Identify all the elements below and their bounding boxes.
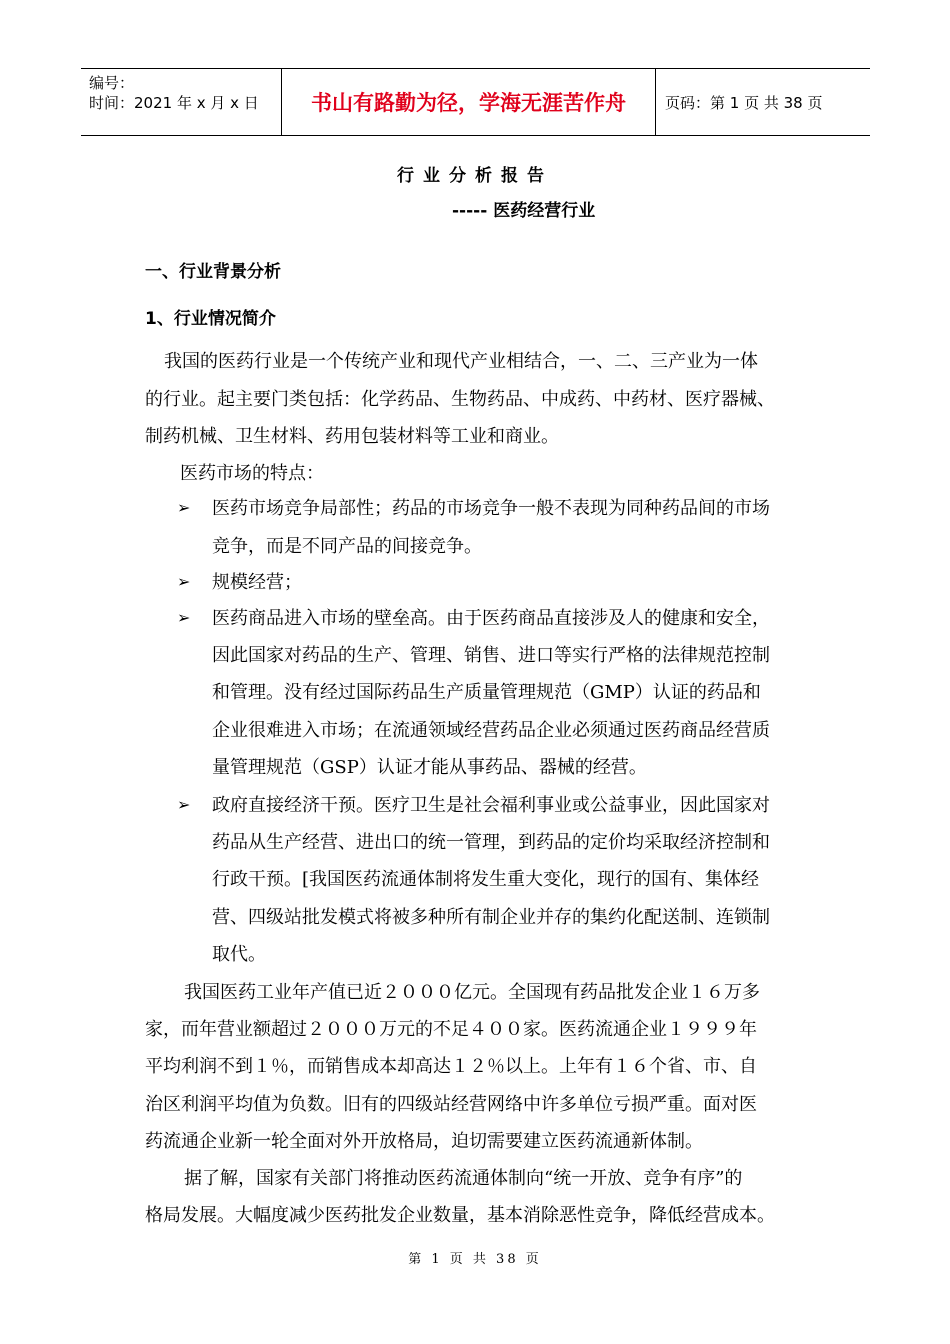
header-meta-cell (81, 69, 282, 135)
bullet-line: 企业很难进入市场；在流通领域经营药品企业必须通过医药商品经营质 (212, 720, 770, 741)
para2-line: 家，而年营业额超过２０００万元的不足４００家。医药流通企业１９９９年 (145, 1019, 757, 1040)
motto-cell (282, 69, 656, 135)
para3-line: 格局发展。大幅度减少医药批发企业数量，基本消除恶性竞争，降低经营成本。 (145, 1205, 775, 1226)
bullet-line: 医药商品进入市场的壁垒高。由于医药商品直接涉及人的健康和安全， (212, 608, 770, 629)
bullet-line: 量管理规范（GSP）认证才能从事药品、器械的经营。 (212, 757, 647, 778)
page-footer: 第 1 页 共 38 页 (408, 1252, 542, 1267)
bullet-arrow-icon: ➢ (177, 572, 191, 591)
para1-line: 制药机械、卫生材料、药用包装材料等工业和商业。 (145, 426, 559, 447)
bullet-line: 营、四级站批发模式将被多种所有制企业并存的集约化配送制、连锁制 (212, 907, 770, 928)
para1-line: 我国的医药行业是一个传统产业和现代产业相结合，一、二、三产业为一体 (164, 351, 758, 372)
para2-line: 平均利润不到１％，而销售成本却高达１２％以上。上年有１６个省、市、自 (145, 1056, 757, 1077)
bullet-line: 因此国家对药品的生产、管理、销售、进口等实行严格的法律规范控制 (212, 645, 770, 666)
page-code-cell (656, 69, 870, 135)
motto-text: 书山有路勤为径，学海无涯苦作舟 (311, 91, 626, 115)
bullet-line: 竞争，而是不同产品的间接竞争。 (212, 536, 482, 557)
bullet-line: 医药市场竞争局部性；药品的市场竞争一般不表现为同种药品间的市场 (212, 498, 770, 519)
number-label: 编号： (89, 74, 135, 92)
para3-line: 据了解，国家有关部门将推动医药流通体制向“统一开放、竞争有序”的 (184, 1168, 743, 1189)
date-label: 时间：2021 年 x 月 x 日 (89, 94, 259, 112)
bullet-line: 规模经营； (212, 572, 302, 593)
bullet-arrow-icon: ➢ (177, 498, 191, 517)
header-table (81, 68, 870, 136)
subsection-heading: 1、行业情况简介 (145, 309, 276, 329)
para2-line: 治区利润平均值为负数。旧有的四级站经营网络中许多单位亏损严重。面对医 (145, 1094, 757, 1115)
para1-line: 的行业。起主要门类包括：化学药品、生物药品、中成药、中药材、医疗器械、 (145, 389, 775, 410)
document-subtitle: ----- 医药经营行业 (452, 201, 596, 221)
bullet-line: 政府直接经济干预。医疗卫生是社会福利事业或公益事业，因此国家对 (212, 795, 770, 816)
page-code: 页码：第 1 页 共 38 页 (665, 93, 823, 112)
bullet-line: 和管理。没有经过国际药品生产质量管理规范（GMP）认证的药品和 (212, 682, 761, 703)
bullet-arrow-icon: ➢ (177, 608, 191, 627)
bullet-line: 行政干预。[我国医药流通体制将发生重大变化，现行的国有、集体经 (212, 869, 760, 890)
bullet-arrow-icon: ➢ (177, 795, 191, 814)
section-heading: 一、行业背景分析 (145, 262, 281, 282)
bullet-line: 取代。 (212, 944, 266, 965)
market-intro: 医药市场的特点： (180, 463, 324, 484)
para2-line: 我国医药工业年产值已近２０００亿元。全国现有药品批发企业１６万多 (184, 982, 760, 1003)
para2-line: 药流通企业新一轮全面对外开放格局，迫切需要建立医药流通新体制。 (145, 1131, 703, 1152)
document-title: 行业分析报告 (397, 166, 553, 186)
bullet-line: 药品从生产经营、进出口的统一管理，到药品的定价均采取经济控制和 (212, 832, 770, 853)
